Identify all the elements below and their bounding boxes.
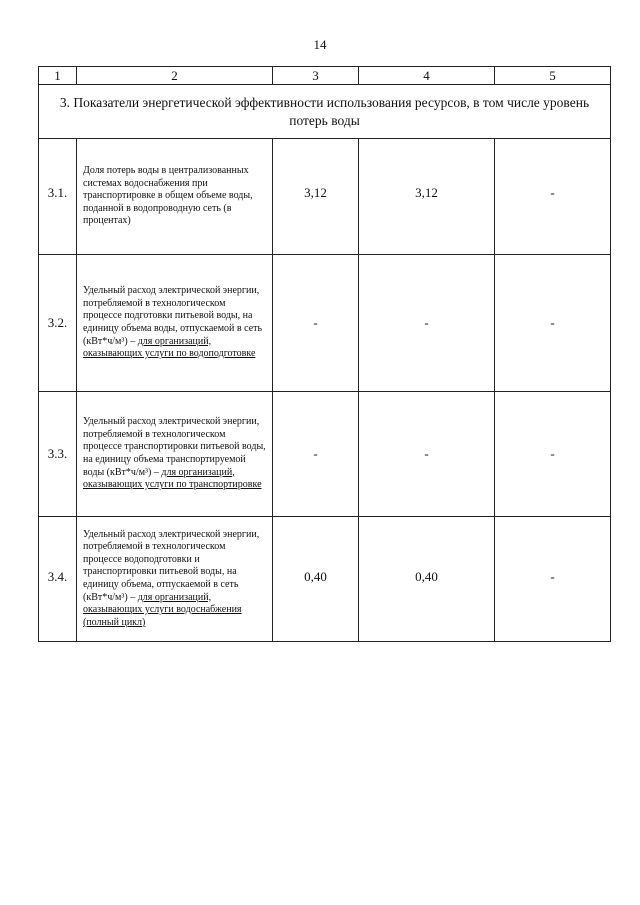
column-header-2: 2 [77, 67, 273, 85]
value-col3: - [273, 392, 359, 517]
table-row [39, 517, 611, 642]
column-number-row [39, 67, 611, 85]
row-number: 3.3. [39, 392, 77, 517]
description-underlined-text: для организаций, оказывающих услуги по водоподготовке [83, 335, 256, 360]
column-header-3: 3 [273, 67, 359, 85]
section-title: 3. Показатели энергетической эффективности использования ресурсов, в том числе уровень потерь воды [39, 85, 611, 139]
column-header-5: 5 [495, 67, 611, 85]
value-col5: - [495, 517, 611, 642]
section-row [39, 85, 611, 139]
column-header-4: 4 [359, 67, 495, 85]
value-col5: - [495, 392, 611, 517]
value-col4: 0,40 [359, 517, 495, 642]
value-col4: 3,12 [359, 139, 495, 255]
row-number: 3.2. [39, 255, 77, 392]
value-col3: 3,12 [273, 139, 359, 255]
column-header-1: 1 [39, 67, 77, 85]
value-col5: - [495, 255, 611, 392]
indicators-table [38, 66, 611, 642]
value-col3: - [273, 255, 359, 392]
row-number: 3.4. [39, 517, 77, 642]
row-description [77, 255, 273, 392]
table-row [39, 255, 611, 392]
value-col4: - [359, 392, 495, 517]
row-description [77, 139, 273, 255]
value-col4: - [359, 255, 495, 392]
description-underlined-text: для организаций, оказывающих услуги водоснабжения (полный цикл) [83, 591, 242, 628]
description-text: Удельный расход электрической энергии, потребляемой в технологическом процессе транспортировки питьевой воды, на единицу объема транспортируемой воды (кВт*ч/м³) – [83, 416, 266, 478]
value-col5: - [495, 139, 611, 255]
description-text: Удельный расход электрической энергии, потребляемой в технологическом процессе водоподготовки и транспортировки питьевой воды, на единицу объема, отпускаемой в сеть (кВт*ч/м³) – [83, 528, 260, 603]
table-row [39, 139, 611, 255]
value-col3: 0,40 [273, 517, 359, 642]
description-text: Удельный расход электрической энергии, потребляемой в технологическом процессе подготовки питьевой воды, на единицу объема воды, отпускаемой в сеть (кВт*ч/м³) – [83, 285, 263, 347]
row-description [77, 517, 273, 642]
description-text: Доля потерь воды в централизованных системах водоснабжения при транспортировке в общем объеме воды, поданной в водопроводную сеть (в процентах) [83, 165, 253, 227]
table-row [39, 392, 611, 517]
page-number: 14 [313, 37, 327, 52]
description-underlined-text: для организаций, оказывающих услуги по транспортировке [83, 466, 262, 491]
row-description [77, 392, 273, 517]
row-number: 3.1. [39, 139, 77, 255]
